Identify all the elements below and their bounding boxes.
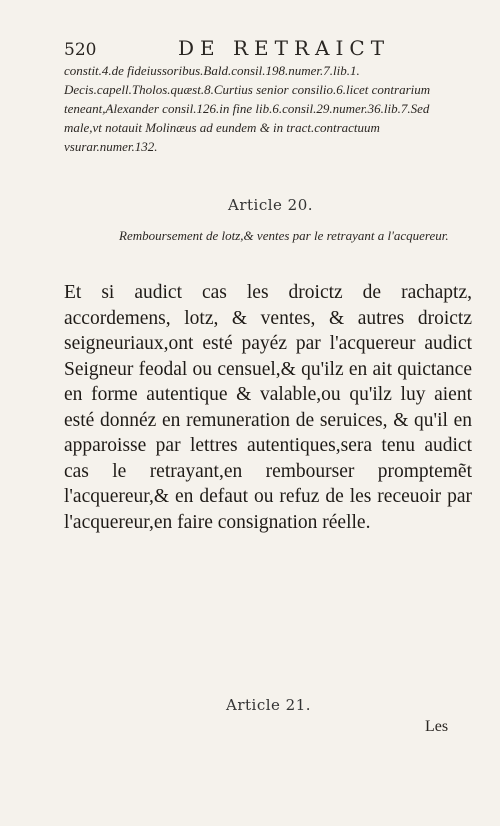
article-21-heading: Article 21.	[226, 696, 312, 714]
article-20-subtitle: Remboursement de lotz,& ventes par le retrayant a l'acquereur.	[119, 228, 449, 243]
citation-block: constit.4.de fideiussoribus.Bald.consil.198.numer.7.lib.1. Decis.capell.Tholos.quæst.8.Curtius senior consilio.6.licet contrarium teneant,Alexander consil.126.in fine lib.6.consil.29.numer.36.lib.7.Sed male,vt notauit Molinæus ad eundem & in tract.contractuum vsurar.numer.132.	[64, 63, 431, 154]
page-number: 520	[64, 40, 97, 60]
running-head: DE RETRAICT	[178, 36, 391, 60]
article-20-body: Et si audict cas les droictz de rachaptz, accordemens, lotz, & ventes, & autres droictz seigneuriaux,ont esté payéz par l'acquereur audict Seigneur feodal ou censuel,& qu'ilz en ait quictance en forme autentique & valable,ou qu'ilz luy aient esté donnéz en remuneration de seruices, & qu'il en apparoisse par lettres autentiques,sera tenu audict cas le retrayant,en rembourser promptemẽt l'acquereur,& en defaut ou refuz de les receuoir par l'acquereur,en faire consignation réelle.	[64, 282, 472, 533]
article-20-heading: Article 20.	[228, 196, 314, 214]
catchword: Les	[425, 718, 449, 735]
